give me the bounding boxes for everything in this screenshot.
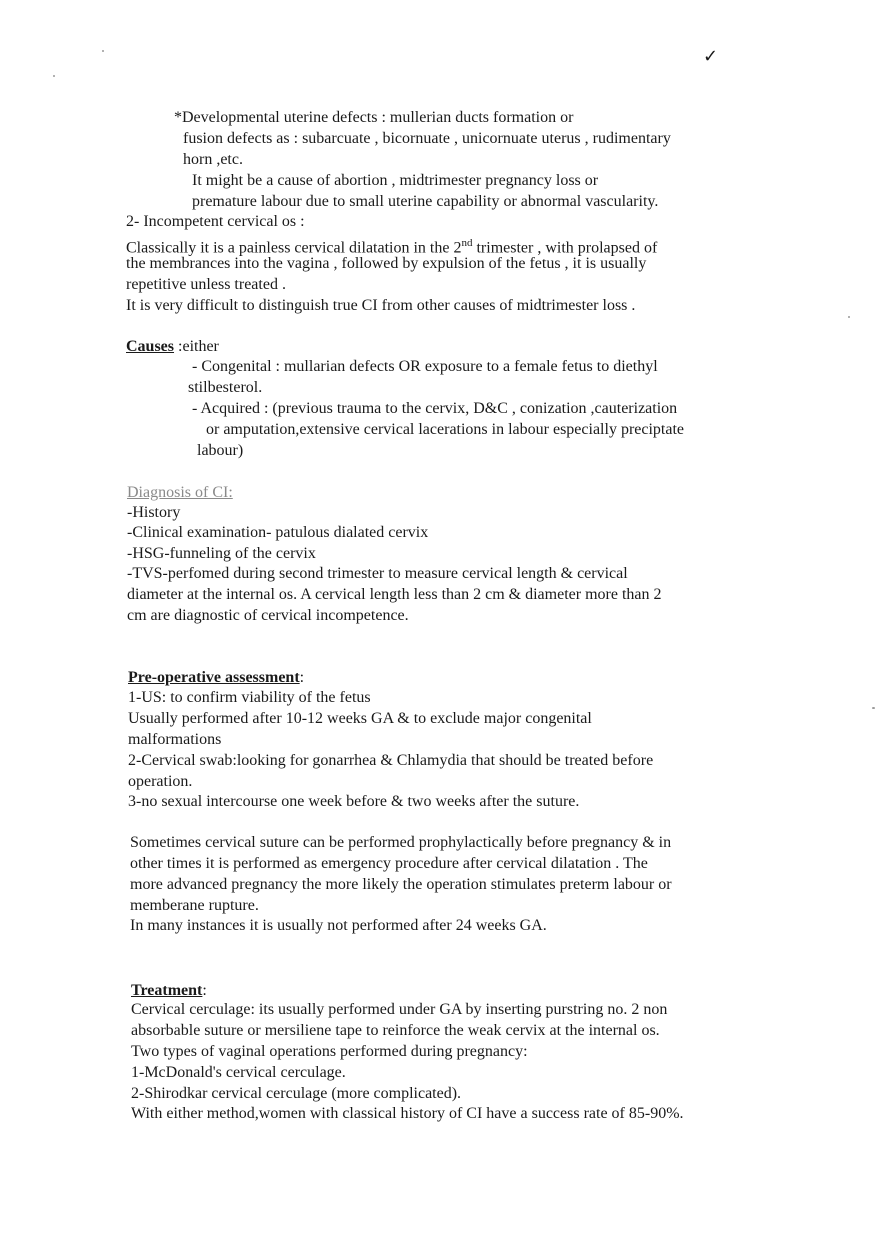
causes-heading: Causes [126, 338, 175, 355]
incompetent-line-4: It is very difficult to distinguish true CI from other causes of midtrimester loss . [126, 297, 636, 314]
preop-line: Usually performed after 10-12 weeks GA & to exclude major congenital [128, 710, 592, 727]
causes-acquired-3: labour) [197, 442, 244, 459]
incompetent-heading: 2- Incompetent cervical os : [126, 213, 305, 230]
treatment-heading-line [131, 981, 207, 1001]
causes-acquired-1: - Acquired : (previous trauma to the cervix, D&C , conization ,cauterization [192, 400, 678, 417]
causes-heading-suffix: :either [174, 338, 219, 355]
diagnosis-item: diameter at the internal os. A cervical length less than 2 cm & diameter more than 2 [127, 586, 662, 603]
treatment-heading: Treatment [131, 982, 203, 999]
developmental-line-4: It might be a cause of abortion , midtrimester pregnancy loss or [192, 172, 599, 189]
incompetent-line-1-post: trimester , with prolapsed of [472, 239, 658, 257]
preop-line: 1-US: to confirm viability of the fetus [128, 689, 371, 706]
treatment-line: absorbable suture or mersiliene tape to reinforce the weak cervix at the internal os. [131, 1022, 660, 1039]
superscript-nd: nd [461, 237, 473, 249]
preop-para-line: Sometimes cervical suture can be performed prophylactically before pregnancy & in [130, 834, 672, 851]
preop-para-line: memberane rupture. [130, 897, 259, 914]
diagnosis-item: -TVS-perfomed during second trimester to measure cervical length & cervical [127, 565, 628, 582]
preop-line: 2-Cervical swab:looking for gonarrhea & Chlamydia that should be treated before [128, 752, 654, 769]
incompetent-line-2: the membrances into the vagina , followed by expulsion of the fetus , it is usually [126, 255, 647, 272]
causes-heading-line [126, 337, 219, 357]
check-mark-icon: ✓ [703, 46, 719, 67]
scan-speck [53, 75, 55, 77]
preop-line: malformations [128, 731, 222, 748]
diagnosis-item: -Clinical examination- patulous dialated cervix [127, 524, 429, 541]
treatment-line: 1-McDonald's cervical cerculage. [131, 1064, 346, 1081]
diagnosis-heading: Diagnosis of CI: [127, 484, 233, 501]
causes-congenital-1: - Congenital : mullarian defects OR exposure to a female fetus to diethyl [192, 358, 658, 375]
preop-para-line: other times it is performed as emergency procedure after cervical dilatation . The [130, 855, 648, 872]
treatment-line: With either method,women with classical history of CI have a success rate of 85-90%. [131, 1105, 684, 1122]
preop-para-line: more advanced pregnancy the more likely the operation stimulates preterm labour or [130, 876, 672, 893]
developmental-line-5: premature labour due to small uterine capability or abnormal vascularity. [192, 193, 659, 210]
incompetent-line-1-pre: Classically it is a painless cervical dilatation in the 2 [126, 239, 462, 257]
causes-congenital-2: stilbesterol. [188, 379, 263, 396]
developmental-line-2: fusion defects as : subarcuate , bicornuate , unicornuate uterus , rudimentary [183, 130, 671, 147]
preop-heading: Pre-operative assessment [128, 669, 300, 686]
preop-heading-suffix: : [299, 669, 305, 686]
treatment-line: 2-Shirodkar cervical cerculage (more complicated). [131, 1085, 462, 1102]
developmental-line-3: horn ,etc. [183, 151, 243, 168]
scan-speck [872, 707, 875, 709]
incompetent-line-3: repetitive unless treated . [126, 276, 286, 293]
scan-speck [102, 50, 104, 52]
preop-line: operation. [128, 773, 193, 790]
diagnosis-item: -HSG-funneling of the cervix [127, 545, 316, 562]
diagnosis-item: cm are diagnostic of cervical incompetence. [127, 607, 409, 624]
developmental-line-1: *Developmental uterine defects : mullerian ducts formation or [174, 109, 574, 126]
causes-acquired-2: or amputation,extensive cervical lacerations in labour especially preciptate [206, 421, 685, 438]
treatment-line: Cervical cerculage: its usually performed under GA by inserting purstring no. 2 non [131, 1001, 668, 1018]
preop-heading-line [128, 668, 304, 688]
preop-para-line: In many instances it is usually not performed after 24 weeks GA. [130, 917, 547, 934]
preop-line: 3-no sexual intercourse one week before & two weeks after the suture. [128, 793, 580, 810]
scan-speck [848, 316, 850, 318]
treatment-heading-suffix: : [202, 982, 207, 999]
diagnosis-item: -History [127, 504, 181, 521]
treatment-line: Two types of vaginal operations performed during pregnancy: [131, 1043, 528, 1060]
